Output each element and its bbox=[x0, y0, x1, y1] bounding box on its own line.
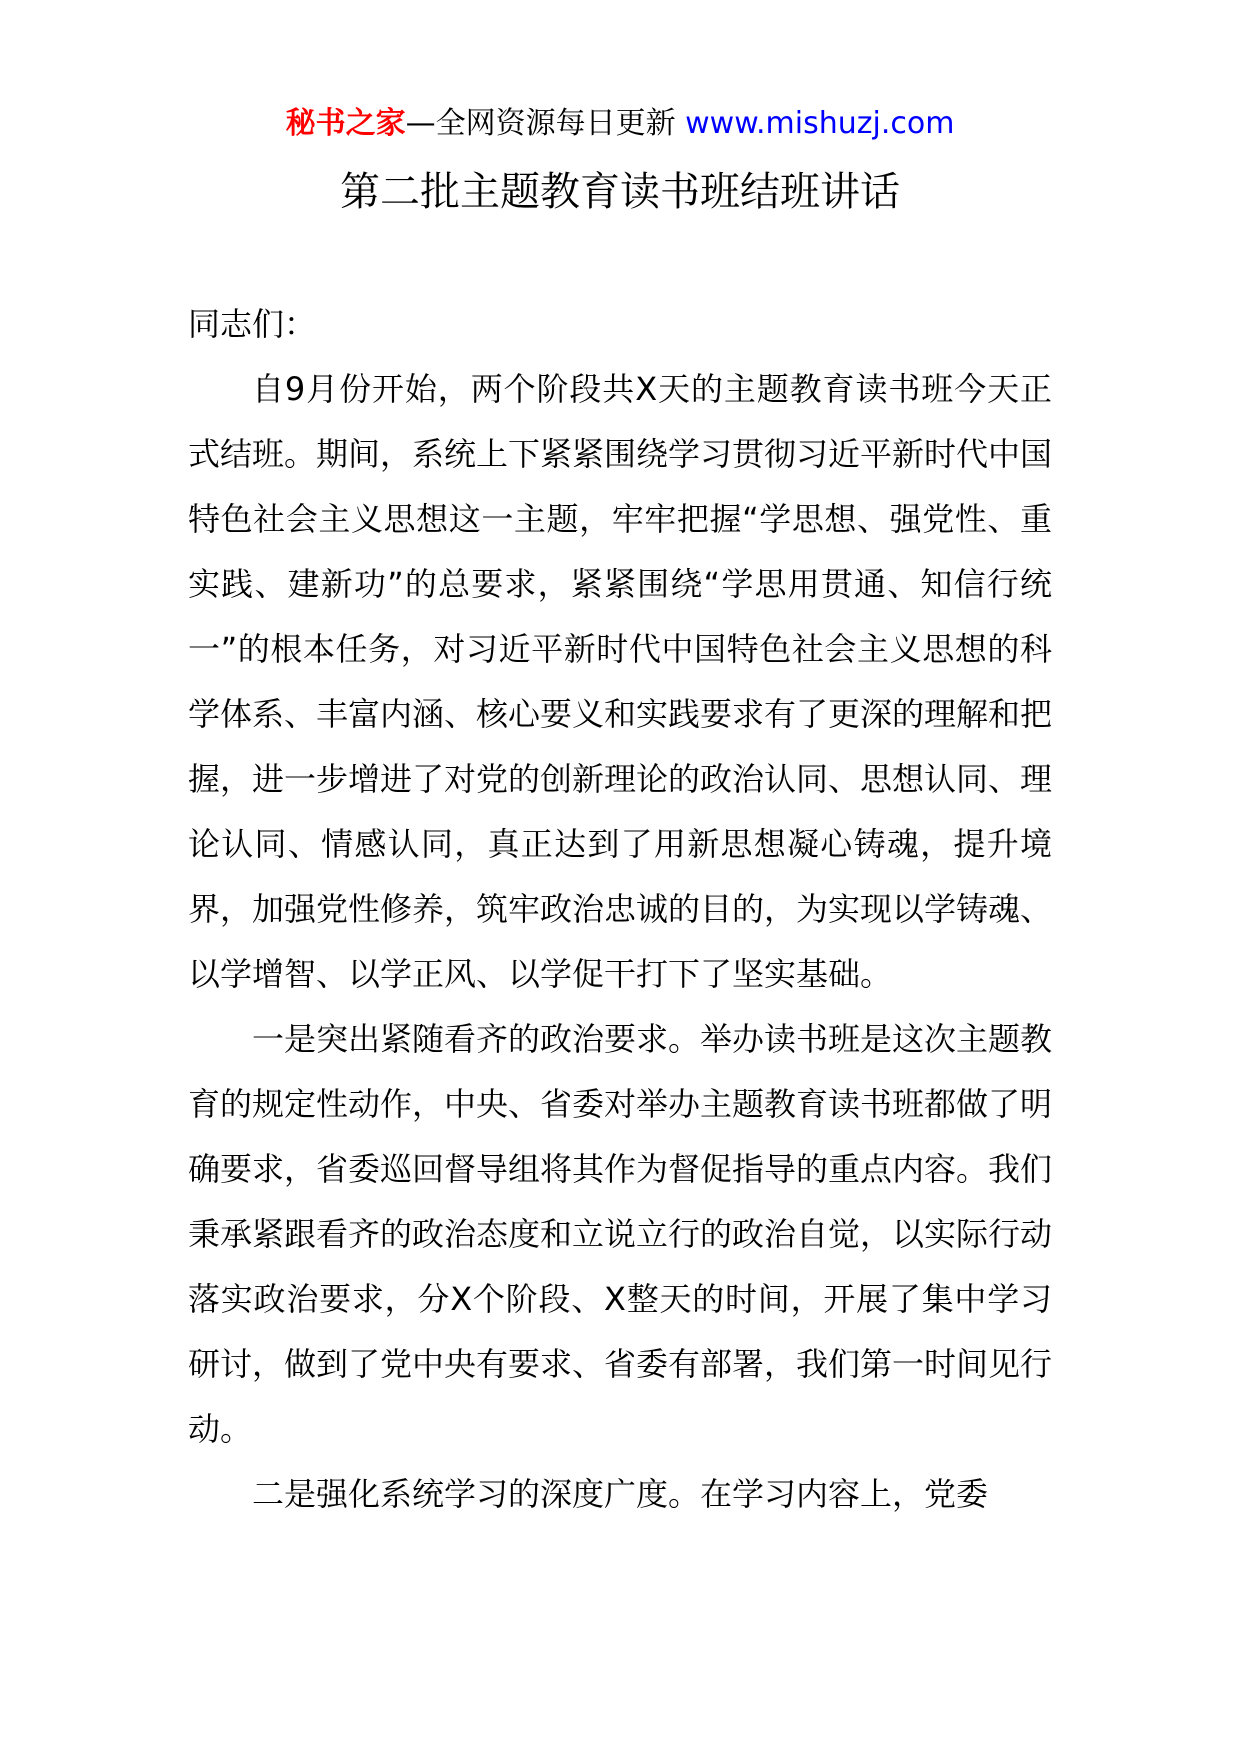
paragraph-2: 一是突出紧随看齐的政治要求。举办读书班是这次主题教育的规定性动作，中央、省委对举办主题教育读书班都做了明确要求，省委巡回督导组将其作为督促指导的重点内容。我们秉承紧跟看齐的政治态度和立说立行的政治自觉，以实际行动落实政治要求，分X个阶段、X整天的时间，开展了集中学习研讨，做到了党中央有要求、省委有部署，我们第一时间见行动。 bbox=[188, 1020, 1053, 1448]
paragraph-3: 二是强化系统学习的深度广度。在学习内容上，党委 bbox=[252, 1475, 989, 1513]
document-title: 第二批主题教育读书班结班讲话 bbox=[340, 169, 900, 215]
site-header bbox=[0, 104, 1240, 144]
site-url-link[interactable]: www.mishuzj.com bbox=[685, 106, 955, 141]
document-body bbox=[188, 292, 1052, 1527]
site-slogan: —全网资源每日更新 bbox=[405, 106, 676, 141]
salutation: 同志们： bbox=[188, 305, 317, 343]
brand-name: 秘书之家 bbox=[285, 106, 406, 141]
paragraph-1: 自9月份开始，两个阶段共X天的主题教育读书班今天正式结班。期间，系统上下紧紧围绕学习贯彻习近平新时代中国特色社会主义思想这一主题，牢牢把握“学思想、强党性、重实践、建新功”的总要求，紧紧围绕“学思用贯通、知信行统一”的根本任务，对习近平新时代中国特色社会主义思想的科学体系、丰富内涵、核心要义和实践要求有了更深的理解和把握，进一步增进了对党的创新理论的政治认同、思想认同、理论认同、情感认同，真正达到了用新思想凝心铸魂，提升境界，加强党性修养，筑牢政治忠诚的目的，为实现以学铸魂、以学增智、以学正风、以学促干打下了坚实基础。 bbox=[188, 370, 1053, 993]
